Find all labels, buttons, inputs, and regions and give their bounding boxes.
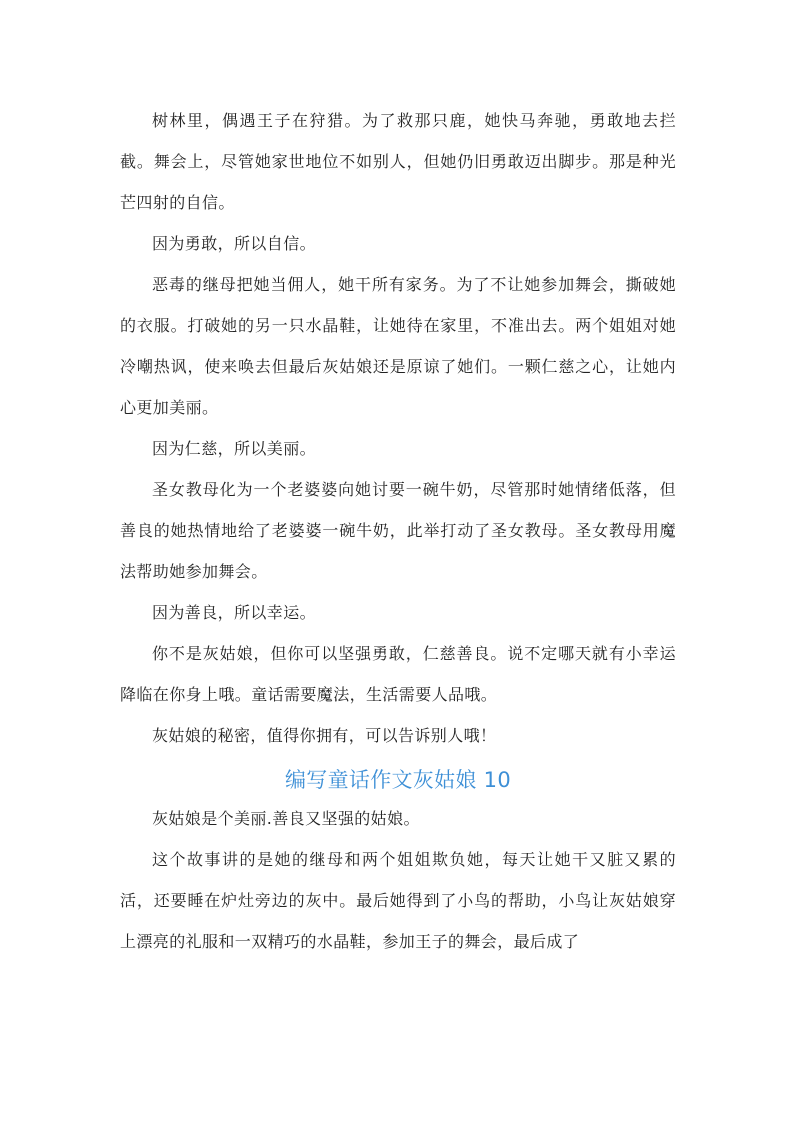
paragraph-brave-confident: 因为勇敢，所以自信。 [152, 234, 317, 253]
paragraph-cinderella-secret: 灰姑娘的秘密，值得你拥有，可以告诉别人哦！ [152, 726, 497, 745]
paragraph-kind-beautiful: 因为仁慈，所以美丽。 [152, 439, 317, 458]
paragraph-forest-courage: 树林里，偶遇王子在狩猎。为了救那只鹿，她快马奔驰，勇敢地去拦截。舞会上，尽管她家世地位不如别人，但她仍旧勇敢迈出脚步。那是种光芒四射的自信。 [120, 111, 676, 212]
paragraph-story-summary: 这个故事讲的是她的继母和两个姐姐欺负她，每天让她干又脏又累的活，还要睡在炉灶旁边的灰中。最后她得到了小鸟的帮助，小鸟让灰姑娘穿上漂亮的礼服和一双精巧的水晶鞋，参加王子的舞会，最后成了 [120, 850, 676, 951]
paragraph-cinderella-intro: 灰姑娘是个美丽.善良又坚强的姑娘。 [152, 809, 420, 828]
document-body [120, 100, 676, 962]
paragraph-you-are-not-cinderella: 你不是灰姑娘，但你可以坚强勇敢，仁慈善良。说不定哪天就有小幸运降临在你身上哦。童话需要魔法，生活需要人品哦。 [120, 644, 676, 704]
paragraph-stepmother: 恶毒的继母把她当佣人，她干所有家务。为了不让她参加舞会，撕破她的衣服。打破她的另一只水晶鞋，让她待在家里，不准出去。两个姐姐对她冷嘲热讽，使来唤去但最后灰姑娘还是原谅了她们。一颗仁慈之心，让她内心更加美丽。 [120, 275, 676, 417]
section-heading: 编写童话作文灰姑娘 10 [285, 768, 511, 792]
paragraph-fairy-godmother: 圣女教母化为一个老婆婆向她讨要一碗牛奶，尽管那时她情绪低落，但善良的她热情地给了老婆婆一碗牛奶，此举打动了圣女教母。圣女教母用魔法帮助她参加舞会。 [120, 480, 676, 581]
paragraph-good-lucky: 因为善良，所以幸运。 [152, 603, 317, 622]
